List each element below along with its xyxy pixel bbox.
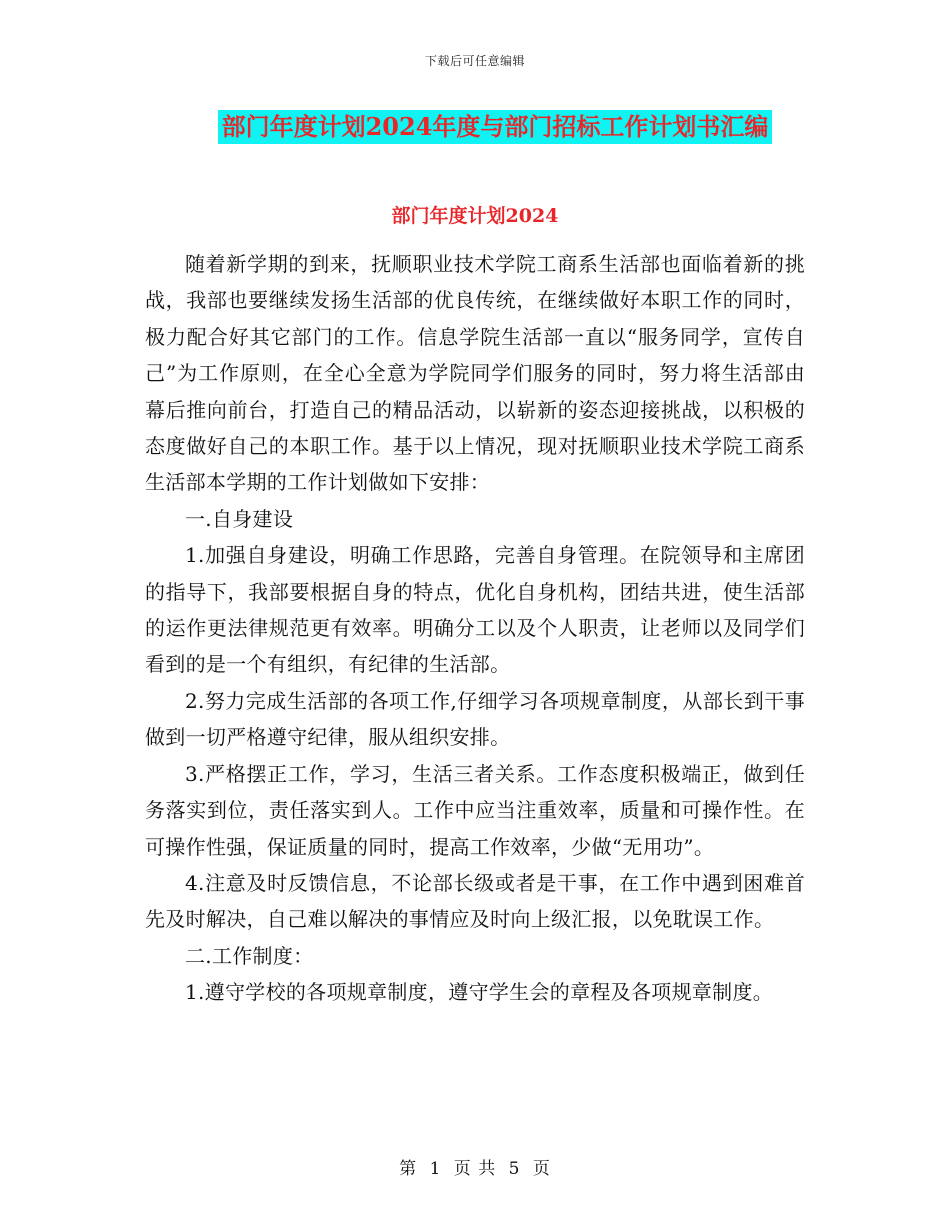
page-footer xyxy=(0,1154,950,1179)
document-body xyxy=(145,246,805,1011)
footer-current-page: 1 xyxy=(429,1159,442,1179)
footer-total-pages: 5 xyxy=(508,1159,521,1179)
document-title: 部门年度计划2024年度与部门招标工作计划书汇编 xyxy=(218,110,773,144)
body-paragraph: 4.注意及时反馈信息，不论部长级或者是干事，在工作中遇到困难首先及时解决，自己难以解决的事情应及时向上级汇报，以免耽误工作。 xyxy=(145,870,805,932)
footer-prefix: 第 xyxy=(399,1159,418,1179)
body-paragraph: 1.加强自身建设，明确工作思路，完善自身管理。在院领导和主席团的指导下，我部要根据自身的特点，优化自身机构，团结共进，使生活部的运作更法律规范更有效率。明确分工以及个人职责，让老师以及同学们看到的是一个有组织，有纪律的生活部。 xyxy=(145,543,805,677)
page-header-note: 下载后可任意编辑 xyxy=(424,54,525,68)
section-title: 部门年度计划2024 xyxy=(391,205,559,227)
section-heading-self-building: 一.自身建设 xyxy=(185,506,294,531)
body-paragraph: 随着新学期的到来，抚顺职业技术学院工商系生活部也面临着新的挑战，我部也要继续发扬生活部的优良传统，在继续做好本职工作的同时，极力配合好其它部门的工作。信息学院生活部一直以“服务同学，宣传自己”为工作原则，在全心全意为学院同学们服务的同时，努力将生活部由幕后推向前台，打造自己的精品活动，以崭新的姿态迎接挑战，以积极的态度做好自己的本职工作。基于以上情况，现对抚顺职业技术学院工商系生活部本学期的工作计划做如下安排： xyxy=(145,252,805,495)
footer-middle: 页 共 xyxy=(453,1159,497,1179)
section-heading-work-rules: 二.工作制度： xyxy=(185,943,314,968)
body-paragraph: 2.努力完成生活部的各项工作,仔细学习各项规章制度，从部长到干事做到一切严格遵守纪律，服从组织安排。 xyxy=(145,688,805,750)
body-paragraph: 1.遵守学校的各项规章制度，遵守学生会的章程及各项规章制度。 xyxy=(185,980,774,1005)
footer-suffix: 页 xyxy=(532,1159,551,1179)
body-paragraph: 3.严格摆正工作，学习，生活三者关系。工作态度积极端正，做到任务落实到位，责任落实到人。工作中应当注重效率，质量和可操作性。在可操作性强，保证质量的同时，提高工作效率，少做“无用功”。 xyxy=(145,761,805,859)
main-title-container xyxy=(0,110,950,144)
